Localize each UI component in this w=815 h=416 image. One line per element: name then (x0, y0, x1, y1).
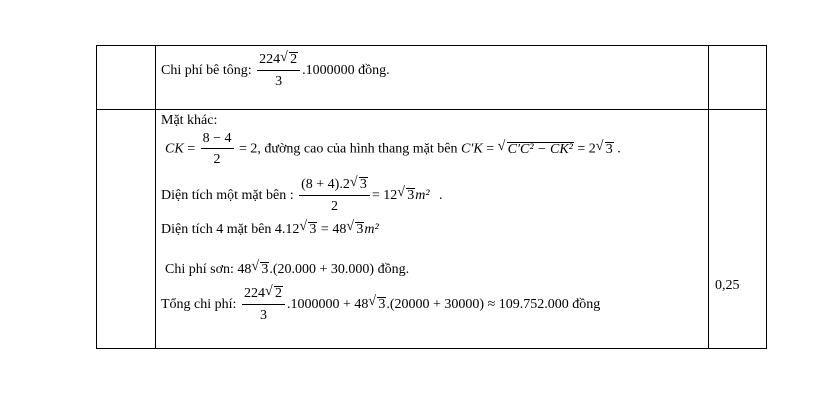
area-one-line (161, 177, 443, 214)
ck-fraction (201, 131, 234, 168)
paint-cost-label: Chi phí sơn: (165, 262, 234, 277)
ck-prime-result-coeff: = 2 (577, 141, 596, 157)
radicand: 2 (290, 52, 298, 67)
row-divider (97, 109, 766, 110)
ck-result: = 2 (239, 141, 258, 157)
paint-cost-coeff: 48 (237, 262, 252, 277)
area-four-result-coeff: = 48 (320, 222, 347, 237)
radicand: 3 (407, 187, 415, 203)
unit: m² (364, 222, 379, 237)
paint-cost-line (165, 262, 409, 278)
ck-formula-line: CK = $\frac{8 - 4}{2}$ = 2, đường cao của hình thang mặt bên C′K = √ C′C² − CK² = 2√ 3 . (165, 131, 621, 168)
fraction-numerator-coeff: 224 (259, 52, 281, 67)
ck-prime-symbol: C′K (460, 141, 483, 157)
fraction-numerator: 8 − 4 (201, 131, 234, 149)
ck-description: , đường cao của hình thang mặt bên (257, 141, 458, 157)
concrete-cost-label: Chi phí bê tông: (161, 62, 252, 78)
period: . (439, 187, 443, 203)
column-divider (708, 46, 709, 348)
radicand: 2 (274, 286, 282, 301)
total-cost-middle: .1000000 + 48 (286, 296, 369, 312)
ck-symbol: CK (165, 141, 184, 157)
radicand: 3 (261, 262, 269, 277)
total-cost-label: Tổng chi phí: (161, 296, 237, 312)
area-four-label: Diện tích 4 mặt bên (161, 222, 272, 237)
area-four-expr: 4.12 (274, 222, 300, 237)
score-value: 0,25 (715, 278, 740, 293)
fraction-numerator: (8 + 4).2 (301, 177, 350, 192)
fraction-denominator: 2 (213, 152, 221, 168)
fraction-numerator-coeff: 224 (243, 286, 265, 301)
area-one-label: Diện tích một mặt bên : (161, 187, 294, 203)
radicand: 3 (309, 222, 317, 237)
period: . (617, 141, 621, 157)
radicand: C′C² − CK² (507, 141, 573, 157)
radicand: 3 (356, 222, 364, 237)
concrete-cost-line (161, 52, 390, 89)
concrete-cost-fraction (257, 52, 300, 89)
radicand: 3 (378, 296, 386, 312)
total-cost-line (161, 286, 600, 323)
total-cost-tail: .(20000 + 30000) ≈ 109.752.000 đồng (386, 296, 601, 312)
fraction-denominator: 2 (330, 198, 338, 214)
area-one-fraction (299, 177, 370, 214)
total-cost-fraction (242, 286, 285, 323)
radicand: 3 (605, 141, 613, 157)
fraction-denominator: 3 (275, 73, 283, 89)
column-divider (155, 46, 156, 348)
radicand: 3 (359, 177, 367, 192)
area-one-result-coeff: = 12 (371, 187, 398, 203)
area-four-line (161, 222, 379, 238)
intro-text: Mặt khác: (161, 113, 218, 128)
paint-cost-tail: .(20.000 + 30.000) đồng. (269, 262, 410, 277)
fraction-denominator: 3 (259, 307, 267, 323)
unit: m² (415, 187, 430, 203)
concrete-cost-tail: .1000000 đồng. (302, 62, 390, 78)
